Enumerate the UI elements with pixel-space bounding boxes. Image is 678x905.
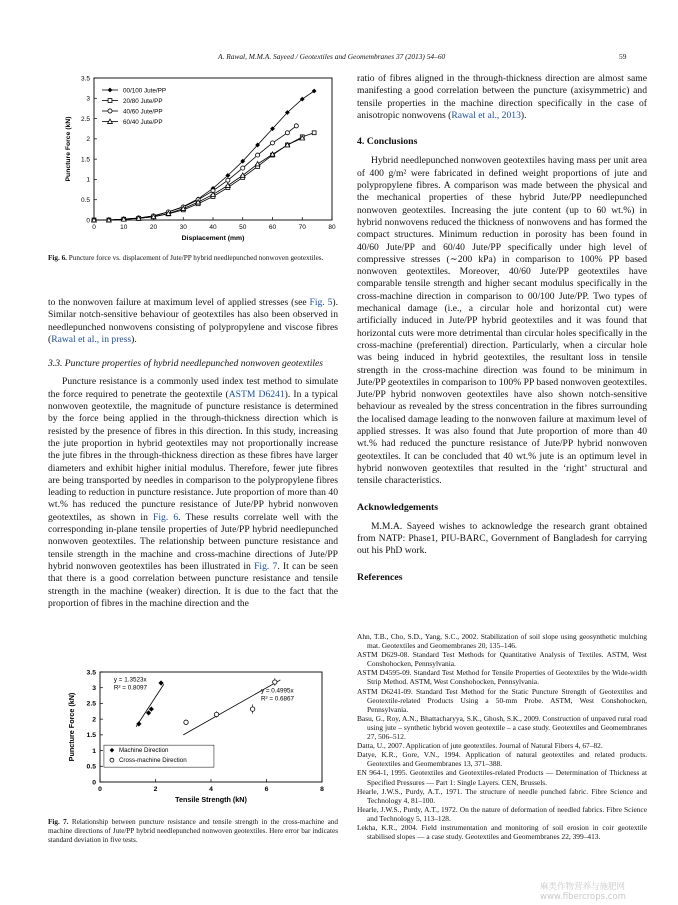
paragraph-notch: to the nonwoven failure at maximum level of applied stresses (see Fig. 5). Similar notch-sensitive behaviour of geotextiles has also been observed in needlepunched nonwovens consisting of polypropylene and viscose fibres (Rawal et al., in press). (48, 297, 338, 345)
right-column (357, 73, 647, 584)
y-axis-label: Puncture Force (kN) (65, 116, 72, 182)
data-point (312, 89, 317, 94)
data-point (312, 131, 316, 135)
link-rawal-in-press[interactable]: Rawal et al., in press (51, 333, 132, 345)
data-point (108, 88, 113, 93)
fit-equation: y = 1.3523x (113, 676, 147, 684)
x-axis-label: Tensile Strength (kN) (175, 795, 247, 804)
acknowledgements-heading: Acknowledgements (357, 501, 439, 513)
y-tick-label: 0 (92, 779, 96, 787)
data-point (273, 680, 277, 684)
x-tick-label: 60 (268, 224, 277, 231)
y-tick-label: 2.5 (80, 115, 90, 123)
legend-label: 20/80 Jute/PP (123, 97, 163, 105)
link-rawal-2013[interactable]: Rawal et al., 2013 (451, 109, 521, 121)
data-point (255, 162, 260, 166)
reference-item: EN 964-1, 1995. Geotextiles and Geotextiles-related Products — Determination of Thickness at Specified Pressures — Part 1: Single Layers. CEN, Brussels. (357, 768, 647, 787)
link-fig7[interactable]: Fig. 7 (254, 560, 278, 572)
reference-item: Basu, G., Roy, A.N., Bhattacharyya, S.K., Ghosh, S.K., 2009. Construction of unpaved rural road using jute – synthetic hybrid woven geotextile – a case study. Geotextiles and Geomembranes 27, 506–512. (357, 713, 647, 742)
legend-label: 60/40 Jute/PP (123, 118, 163, 126)
x-tick-label: 0 (98, 786, 102, 793)
reference-item: ASTM D629-08. Standard Test Methods for Quantitative Analysis of Textiles. ASTM, West Conshohocken, Pennsylvania. (357, 650, 647, 669)
data-point (158, 680, 163, 685)
figure-7-chart (52, 664, 342, 812)
reference-item: ASTM D6241-09. Standard Test Method for the Static Puncture Strength of Geotextiles and Geotextile-related Products Using a 50-mm Probe. ASTM, West Conshohocken, Pennsylvania. (357, 686, 647, 714)
y-tick-label: 0.5 (86, 763, 96, 771)
legend-label: 40/60 Jute/PP (123, 108, 163, 116)
reference-item: Lekha, K.R., 2004. Field instrumentation and monitoring of soil erosion in coir geotextile stabilised slopes — a case study. Geotextiles and Geomembranes 22, 399–413. (357, 822, 647, 842)
references-heading: References (357, 571, 403, 583)
section-4-heading: 4. Conclusions (357, 136, 418, 148)
figure-7-label: Fig. 7. (48, 818, 69, 826)
figure-6-chart (52, 70, 342, 250)
paragraph-conclusions: Hybrid needlepunched nonwoven geotextiles having mass per unit area of 400 g/m² were fabricated in defined weight proportions of jute and polypropylene fibres. A comparison was made between the physical and the mechanical properties of these hybrid Jute/PP needlepunched nonwoven geotextiles. Increasing the jute content (up to 60 wt.%) in hybrid nonwovens reduced the thickness of nonwovens and has formed the compact structures. Minimum reduction in porosity has been found in 40/60 Jute/PP and 60/40 Jute/PP specifically under high level of compressive stresses (∼200 kPa) in comparison to 100% PP based nonwoven geotextiles. Moreover, 40/60 Jute/PP geotextiles have comparable tensile strength and higher secant modulus specifically in the cross-machine direction in comparison to 00/100 Jute/PP. Two types of mechanical damage (i.e., a circular hole and horizontal cut) were artificially induced in Jute/PP hybrid geotextiles and it was found that horizontal cuts were more detrimental than circular holes specifically in the cross-machine (preferential) direction. Particularly, when a circular hole was being induced in hybrid geotextiles, the resultant loss in tensile strength in the cross-machine direction was found to be minimum in Jute/PP geotextiles in comparison to 100% PP based nonwoven geotextiles. Jute/PP hybrid nonwoven geotextiles have also shown notch-sensitive behaviour as revealed by the stress concentration in the fibres surrounding the localised damage leading to the nonwoven failure at maximum level of applied stresses. It was also found that Jute proportion of more than 40 wt.% had reduced the puncture resistance of Jute/PP hybrid nonwoven geotextiles. It can be concluded that 40 wt.% jute is an optimum level in hybrid nonwoven geotextiles that resulted in the ‘right’ structural and tensile characteristics. (357, 155, 647, 487)
fit-r-squared: R² = 0.8097 (113, 684, 147, 692)
reference-item: Datye, K.R., Gore, V.N., 1994. Application of natural geotextiles and related products. Geotextiles and Geomembranes 13, 371–388. (357, 750, 647, 769)
y-tick-label: 1.5 (86, 732, 96, 740)
x-tick-label: 40 (209, 224, 217, 231)
fit-equation: y = 0.4995x (260, 687, 294, 695)
section-3-3-heading: 3.3. Puncture properties of hybrid needlepunched nonwoven geotextiles (48, 358, 324, 370)
data-point (108, 109, 112, 113)
figure-6-caption (48, 254, 338, 263)
reference-item: Hearle, J.W.S., Purdy, A.T., 1972. On the nature of deformation of needled fabrics. Fibre Science and Technology 5, 113–128. (357, 804, 647, 823)
link-fig6[interactable]: Fig. 6 (153, 511, 179, 523)
data-point (184, 720, 188, 724)
data-point (250, 707, 254, 711)
y-tick-label: 1 (92, 747, 96, 755)
left-column (48, 297, 338, 610)
data-point (214, 712, 218, 716)
legend-label: Machine Direction (118, 747, 169, 755)
data-point (110, 758, 114, 762)
y-tick-label: 3.5 (80, 75, 90, 83)
x-tick-label: 30 (179, 224, 187, 231)
x-tick-label: 8 (320, 786, 324, 793)
x-tick-label: 2 (153, 786, 158, 793)
data-point (285, 131, 289, 135)
data-point (256, 153, 260, 157)
figure-6-caption-text: Puncture force vs. displacement of Jute/PP hybrid needlepunched nonwoven geotextiles. (66, 254, 324, 262)
fit-r-squared: R² = 0.6867 (260, 695, 295, 703)
paragraph-ratio: ratio of fibres aligned in the through-thickness direction are almost same manifesting a good correlation between the puncture (axisymmetric) and tensile properties in the machine direction specifically in the case of anisotropic nonwovens (Rawal et al., 2013). (357, 73, 647, 121)
figure-7-caption (48, 818, 338, 846)
series-line (94, 138, 302, 220)
paragraph-acknowledgements: M.M.A. Sayeed wishes to acknowledge the research grant obtained from NATP: Phase1, PIU-BARC, Government of Bangladesh for carrying out his PhD work. (357, 520, 647, 557)
figure-7-caption-text: Relationship between puncture resistance and tensile strength in the cross-machine and machine directions of Jute/PP hybrid needlepunched nonwoven geotextiles. Here error bar indicates standard deviation in five tests. (48, 818, 338, 845)
link-astm-d6241[interactable]: ASTM D6241 (228, 388, 285, 400)
data-point (241, 166, 245, 170)
link-fig5[interactable]: Fig. 5 (309, 297, 333, 308)
y-axis-label: Puncture Force (kN) (67, 692, 76, 762)
reference-item: Hearle, J.W.S., Purdy, A.T., 1971. The structure of needle punched fabric. Fibre Science and Technology 4, 81–100. (357, 786, 647, 805)
running-header: A. Rawal, M.M.A. Sayeed / Geotextiles and Geomembranes 37 (2013) 54–60 (218, 52, 446, 61)
y-tick-label: 1.5 (80, 156, 90, 164)
x-tick-label: 80 (328, 224, 336, 231)
y-tick-label: 3.5 (86, 669, 96, 677)
reference-item: ASTM D4595-09. Standard Test Method for Tensile Properties of Geotextiles by the Wide-width Strip Method. ASTM, West Conshohocken, Pennsylvania. (357, 668, 647, 687)
figure-6-label: Fig. 6. (48, 254, 67, 262)
legend-label: Cross-machine Direction (118, 757, 187, 765)
y-tick-label: 3 (92, 685, 96, 693)
reference-item: Ahn, T.B., Cho, S.D., Yang, S.C., 2002. Stabilization of soil slope using geosynthetic mulching mat. Geotextiles and Geomembranes 20, 135–146. (357, 632, 647, 651)
series-line (94, 133, 314, 220)
data-point (108, 99, 112, 103)
y-tick-label: 0.5 (80, 197, 90, 205)
data-point (270, 141, 274, 145)
page-number: 59 (619, 52, 627, 61)
watermark: 麻类作物营养与施肥网 www.fibercrops.com (540, 882, 626, 902)
data-point (294, 124, 298, 128)
x-tick-label: 50 (239, 224, 247, 231)
legend-label: 00/100 Jute/PP (123, 87, 167, 95)
data-point (149, 706, 154, 711)
series-line (94, 126, 296, 220)
reference-list (357, 632, 647, 841)
y-tick-label: 2 (92, 716, 96, 724)
x-tick-label: 70 (298, 224, 306, 231)
paragraph-puncture: Puncture resistance is a commonly used index test method to simulate the force required to penetrate the geotextile (ASTM D6241). In a typical nonwoven geotextile, the magnitude of puncture resistance is determined by the force being applied in the through-thickness direction which is resisted by the presence of fibres in this direction. In this study, increasing the jute proportion in hybrid geotextiles may not proportionally increase the jute fibres in the through-thickness direction as these fibres have larger diameters and exhibit higher initial modulus. Therefore, fewer jute fibres are being transported by needles in comparison to the polypropylene fibres leading to reduction in puncture resistance. Jute proportion of more than 40 wt.% has reduced the puncture resistance of Jute/PP hybrid nonwoven geotextiles, as shown in Fig. 6. These results correlate well with the corresponding in-plane tensile properties of Jute/PP hybrid needlepunched nonwoven geotextiles. The relationship between puncture resistance and tensile strength in the machine and cross-machine directions of Jute/PP hybrid nonwoven geotextiles has been illustrated in Fig. 7. It can be seen that there is a good correlation between puncture resistance and tensile strength in the machine (weaker) direction. It is due to the fact that the proportion of fibres in the machine direction and the (48, 376, 339, 609)
x-tick-label: 0 (92, 224, 96, 231)
y-tick-label: 2.5 (86, 700, 96, 708)
x-tick-label: 6 (264, 786, 269, 793)
data-point (226, 178, 230, 182)
x-axis-label: Displacement (mm) (181, 235, 245, 242)
x-tick-label: 10 (120, 224, 128, 231)
y-tick-label: 2 (86, 136, 90, 144)
y-tick-label: 1 (86, 176, 90, 184)
y-tick-label: 3 (86, 95, 90, 103)
x-tick-label: 20 (149, 224, 158, 231)
x-tick-label: 4 (209, 786, 213, 793)
y-tick-label: 0 (86, 217, 90, 225)
reference-item: Datta, U., 2007. Application of jute geotextiles. Journal of Natural Fibers 4, 67–82. (357, 741, 603, 751)
